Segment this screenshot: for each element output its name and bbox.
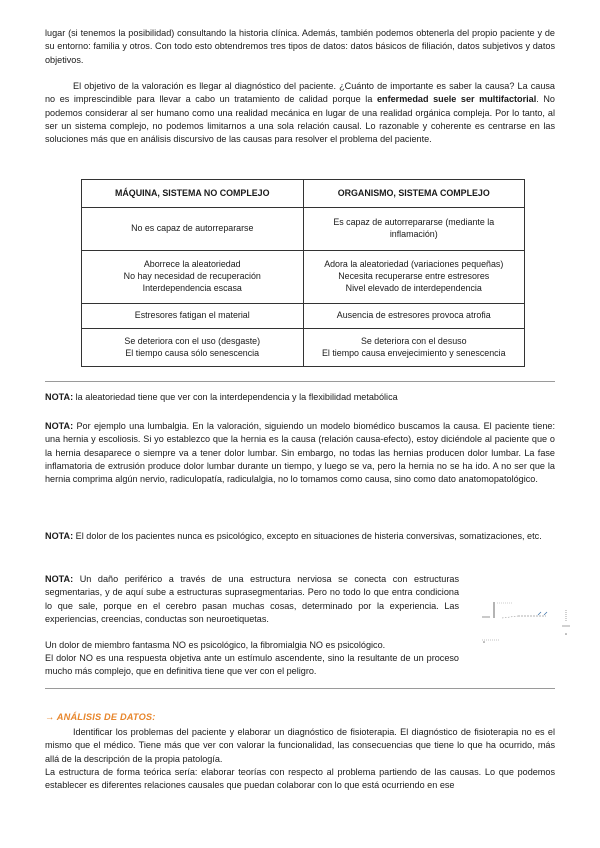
note-aleatoriedad <box>45 391 555 404</box>
paragraph-analysis-structure: La estructura de forma teórica sería: elaborar teorías con respecto al problema partiendo de las causas. Lo que podemos establecer es diferentes relaciones causales que puedan colaborar con lo que está ocurriendo en ese <box>45 767 555 791</box>
table-header-machine: MÁQUINA, SISTEMA NO COMPLEJO <box>82 180 304 208</box>
note-dano-periferico <box>45 573 459 626</box>
note-label: NOTA: <box>45 574 74 584</box>
comparison-table <box>81 179 525 367</box>
table-row <box>82 304 525 329</box>
table-cell-line: Se deteriora con el desuso <box>360 335 467 346</box>
note-psicologico <box>45 530 555 543</box>
section-heading: → ANÁLISIS DE DATOS: <box>45 712 156 722</box>
table-cell-line: inflamación) <box>389 229 438 239</box>
table-cell <box>303 251 525 304</box>
note-label: NOTA: <box>45 531 74 541</box>
paragraph-text-end: . No podemos considerar al ser humano como una realidad mecánica en lugar de una realidad orgánica compleja. Por lo tanto, al ser un sistema complejo, no podemos limitarnos a una sola relación causal. Lo razonable y coherente es centrarse en las soluciones más que en análisis discursivo de las causas para resolver el problema del paciente. <box>45 94 555 145</box>
table-cell-line: Interdependencia escasa <box>142 282 242 293</box>
paragraph-diagnosis-objective <box>45 80 555 146</box>
divider <box>45 688 555 689</box>
note-text: Un daño periférico a través de una estructura nerviosa se conecta con estructuras segmentarias, y de aquí sube a estructuras suprasegmentarias. Pero no todo lo que entra condiciona lo que sale, porque en el cerebro pasan muchas cosas, determinado por la experiencia. Las experiencias, creencias, conductas son neuroetiquetas. <box>45 574 459 624</box>
table-cell-line: El tiempo causa envejecimiento y senescencia <box>321 347 506 358</box>
table-cell <box>82 208 304 251</box>
table-cell <box>82 304 304 329</box>
note-text: Por ejemplo una lumbalgia. En la valoración, siguiendo un modelo biomédico buscamos la causa. El paciente tiene: una hernia y escoliosis. Si yo establezco que la hernia es la causa (relación causa-efecto), estoy diciéndole al paciente que o la hernia desaparece o siempre va a tener dolor lumbar. Sin embargo, no todas las hernias producen dolor lumbar. La fase inflamatoria de extrusión produce dolor lumbar durante un tiempo, y luego se va, pero la hernia no se ha ido. A no ser que la hernia comprima algún nervio, radiculopatía, radiculalgia, no lo tomamos como causa, sino como dato anatomopatológico. <box>45 421 555 485</box>
note-label: NOTA: <box>45 392 74 402</box>
table-row <box>82 329 525 367</box>
table-cell <box>303 329 525 367</box>
table-cell-line: El tiempo causa sólo senescencia <box>125 347 260 358</box>
table-cell <box>303 304 525 329</box>
nerve-pathway-diagram <box>478 596 578 648</box>
table-row <box>82 251 525 304</box>
paragraph-data-sources: lugar (si tenemos la posibilidad) consultando la historia clínica. Además, también podemos obtenerla del propio paciente y de su entorno: familia y otros. Con todo esto obtendremos tres tipos de datos: datos básicos de filiación, datos subjetivos y datos objetivos. <box>45 28 555 65</box>
paragraph-analysis-intro: Identificar los problemas del paciente y elaborar un diagnóstico de fisioterapia. El diagnóstico de fisioterapia no es el mismo que el médico. Tiene más que ver con valorar la funcionalidad, las consecuencias que tiene lo que ha ocurrido, más allá de la descripción de la propia patología. <box>45 727 555 764</box>
note-text: la aleatoriedad tiene que ver con la interdependencia y la flexibilidad metabólica <box>75 392 398 402</box>
table-cell-line: Aborrece la aleatoriedad <box>143 259 241 270</box>
table-cell-line: Ausencia de estresores provoca atrofia <box>336 310 491 321</box>
table-header-row <box>82 180 525 208</box>
note-fantasma: Un dolor de miembro fantasma NO es psicológico, la fibromialgia NO es psicológico. <box>45 640 386 650</box>
table-cell <box>82 251 304 304</box>
table-cell-line: Estresores fatigan el material <box>134 310 250 321</box>
paragraph-text-start: El objetivo de la valoración es llegar al diagnóstico del paciente. ¿Cuánto de importante es saber la causa? La causa no es imprescindible para llevar a cabo un tratamiento de calidad porque la <box>45 81 555 105</box>
table-row <box>82 208 525 251</box>
table-cell-line: No es capaz de autorrepararse <box>131 223 254 234</box>
table-cell <box>303 208 525 251</box>
note-text: El dolor de los pacientes nunca es psicológico, excepto en situaciones de histeria conversivas, somatizaciones, etc. <box>75 531 542 541</box>
table-header-organism: ORGANISMO, SISTEMA COMPLEJO <box>303 180 525 208</box>
table-cell-line: Se deteriora con el uso (desgaste) <box>124 335 261 346</box>
table-cell-line: Nivel elevado de interdependencia <box>345 282 482 293</box>
note-respuesta: El dolor NO es una respuesta objetiva ante un estímulo ascendente, sino la resultante de un proceso mucho más complejo, que en definitiva tiene que ver con el peligro. <box>45 653 459 677</box>
table-cell <box>82 329 304 367</box>
paragraph-emphasis: enfermedad suele ser multifactorial <box>376 94 537 105</box>
table-cell-line: Adora la aleatoriedad (variaciones pequeñas) <box>324 259 504 270</box>
note-label: NOTA: <box>45 421 74 431</box>
table-cell-line: No hay necesidad de recuperación <box>123 271 261 282</box>
table-cell-line: Es capaz de autorrepararse (mediante la <box>333 217 495 228</box>
table-cell-line: Necesita recuperarse entre estresores <box>338 271 490 282</box>
divider <box>45 381 555 382</box>
note-lumbalgia <box>45 420 555 486</box>
